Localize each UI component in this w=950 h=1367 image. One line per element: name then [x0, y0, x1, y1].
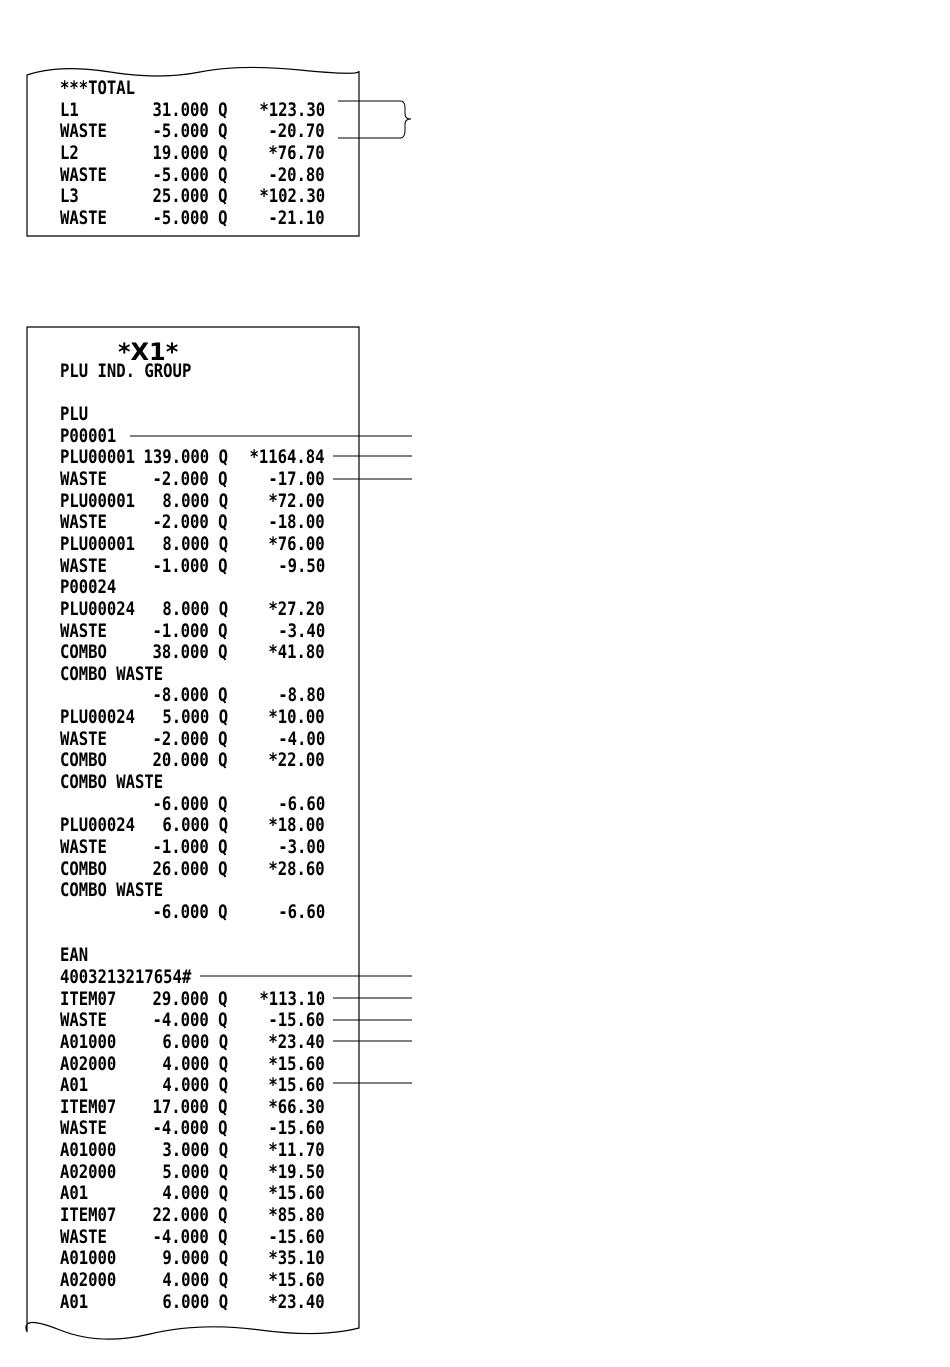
row-amount: *76.00: [268, 532, 325, 555]
row-qty: 3.000 Q: [162, 1139, 228, 1162]
receipt-row: [60, 598, 380, 620]
row-amount: *123.30: [259, 98, 325, 121]
row-qty: 5.000 Q: [162, 1160, 228, 1183]
receipt-row: [60, 490, 380, 512]
receipt-row: [60, 533, 380, 555]
row-qty: -6.000 Q: [152, 792, 228, 815]
receipt-row: [60, 468, 380, 490]
row-label: PLU00001: [60, 446, 136, 469]
receipt-row: [60, 749, 380, 771]
row-amount: *35.10: [268, 1247, 325, 1270]
row-amount: *85.80: [268, 1204, 325, 1227]
row-label: PLU00024: [60, 814, 136, 837]
row-label: PLU00024: [60, 706, 136, 729]
receipt-row: [60, 858, 380, 880]
row-amount: *10.00: [268, 706, 325, 729]
row-label: COMBO: [60, 857, 107, 880]
row-amount: *113.10: [259, 987, 325, 1010]
row-label: 4003213217654#: [60, 965, 192, 988]
row-label: WASTE: [60, 1009, 107, 1032]
receipt-row: [60, 620, 380, 642]
row-label: WASTE: [60, 467, 107, 490]
row-label: COMBO: [60, 749, 107, 772]
receipt-row: [60, 1139, 380, 1161]
row-amount: -20.70: [268, 120, 325, 143]
row-label: A01: [60, 1182, 89, 1205]
row-qty: 4.000 Q: [162, 1182, 228, 1205]
receipt-row: [60, 728, 380, 750]
row-amount: -15.60: [268, 1009, 325, 1032]
row-amount: *15.60: [268, 1182, 325, 1205]
receipt-row: [60, 966, 380, 988]
receipt-row: [60, 1182, 380, 1204]
row-label: WASTE: [60, 511, 107, 534]
row-qty: -2.000 Q: [152, 511, 228, 534]
row-label: ITEM07: [60, 1204, 117, 1227]
receipt-row: [60, 1247, 380, 1269]
row-qty: 29.000 Q: [152, 987, 228, 1010]
row-qty: 20.000 Q: [152, 749, 228, 772]
row-amount: *15.60: [268, 1074, 325, 1097]
row-qty: 4.000 Q: [162, 1269, 228, 1291]
row-amount: *15.60: [268, 1052, 325, 1075]
receipt-row: [60, 446, 380, 468]
row-qty: 8.000 Q: [162, 489, 228, 512]
row-label: WASTE: [60, 1117, 107, 1140]
x1-subtitle: PLU IND. GROUP: [60, 360, 192, 382]
row-qty: -1.000 Q: [152, 619, 228, 642]
receipt-row: [60, 207, 380, 229]
row-label: A02000: [60, 1160, 117, 1183]
row-amount: *27.20: [268, 597, 325, 620]
row-label: A01: [60, 1074, 89, 1097]
row-qty: -1.000 Q: [152, 836, 228, 858]
receipt-row: [60, 555, 380, 577]
row-amount: -4.00: [278, 727, 325, 750]
row-qty: 8.000 Q: [162, 597, 228, 620]
row-label: PLU00024: [60, 597, 136, 620]
row-amount: -17.00: [268, 467, 325, 490]
row-label: A01000: [60, 1030, 117, 1053]
receipt-row: [60, 988, 380, 1010]
row-label: WASTE: [60, 554, 107, 577]
row-amount: *41.80: [268, 641, 325, 664]
row-label: WASTE: [60, 120, 107, 143]
receipt-row: [60, 164, 380, 186]
row-label: L3: [60, 185, 79, 208]
row-amount: *102.30: [259, 185, 325, 208]
row-label: A02000: [60, 1269, 117, 1291]
row-qty: 38.000 Q: [152, 641, 228, 664]
receipt-row: [60, 1009, 380, 1031]
row-amount: -3.40: [278, 619, 325, 642]
receipt-row: [60, 1074, 380, 1096]
row-qty: -5.000 Q: [152, 163, 228, 186]
row-amount: *15.60: [268, 1269, 325, 1291]
row-qty: 6.000 Q: [162, 1290, 228, 1313]
row-amount: *23.40: [268, 1030, 325, 1053]
row-amount: -15.60: [268, 1225, 325, 1248]
row-label: PLU00001: [60, 532, 136, 555]
row-amount: -8.80: [278, 684, 325, 707]
total-receipt: [60, 77, 360, 237]
row-amount: *11.70: [268, 1139, 325, 1162]
row-qty: -4.000 Q: [152, 1225, 228, 1248]
row-qty: -1.000 Q: [152, 554, 228, 577]
row-label: WASTE: [60, 207, 107, 229]
total-title: ***TOTAL: [60, 77, 136, 99]
row-qty: -4.000 Q: [152, 1009, 228, 1032]
receipt-row: [60, 1031, 380, 1053]
receipt-row: [60, 879, 380, 901]
row-amount: *1164.84: [249, 446, 325, 469]
row-qty: -6.000 Q: [152, 900, 228, 923]
row-amount: *76.70: [268, 141, 325, 164]
receipt-row: [60, 771, 380, 793]
receipt-row: [60, 706, 380, 728]
receipt-row: [60, 142, 380, 164]
row-qty: 17.000 Q: [152, 1095, 228, 1118]
receipt-row: [60, 1053, 380, 1075]
row-qty: 6.000 Q: [162, 814, 228, 837]
receipt-row: [60, 576, 380, 598]
receipt-row: [60, 99, 380, 121]
row-label: COMBO WASTE: [60, 879, 164, 902]
row-amount: -9.50: [278, 554, 325, 577]
row-label: PLU: [60, 403, 89, 425]
row-amount: *18.00: [268, 814, 325, 837]
row-qty: 19.000 Q: [152, 141, 228, 164]
row-qty: 6.000 Q: [162, 1030, 228, 1053]
row-amount: *23.40: [268, 1290, 325, 1313]
row-label: WASTE: [60, 163, 107, 186]
row-label: A01000: [60, 1139, 117, 1162]
receipt-row: [60, 684, 380, 706]
row-label: P00024: [60, 576, 117, 599]
receipt-row: [60, 1204, 380, 1226]
receipt-row: [60, 1269, 380, 1291]
row-label: WASTE: [60, 619, 107, 642]
row-qty: 31.000 Q: [152, 98, 228, 121]
row-amount: *22.00: [268, 749, 325, 772]
row-amount: -15.60: [268, 1117, 325, 1140]
receipt-row: [60, 836, 380, 858]
receipt-row: [60, 663, 380, 685]
row-qty: 5.000 Q: [162, 706, 228, 729]
row-label: L2: [60, 141, 79, 164]
row-amount: -20.80: [268, 163, 325, 186]
row-label: A01000: [60, 1247, 117, 1270]
receipt-row: [60, 511, 380, 533]
row-label: A02000: [60, 1052, 117, 1075]
receipt-row: [60, 403, 380, 425]
row-label: ITEM07: [60, 1095, 117, 1118]
receipt-row: [60, 120, 380, 142]
receipt-row: [60, 793, 380, 815]
row-qty: -8.000 Q: [152, 684, 228, 707]
receipt-row: [60, 1226, 380, 1248]
row-qty: -2.000 Q: [152, 727, 228, 750]
row-label: COMBO: [60, 641, 107, 664]
x1-receipt: [60, 338, 360, 1328]
receipt-row: [60, 901, 380, 923]
row-label: WASTE: [60, 727, 107, 750]
receipt-row: [60, 1161, 380, 1183]
receipt-row: [60, 814, 380, 836]
receipt-row: [60, 1291, 380, 1313]
receipt-row: [60, 1096, 380, 1118]
x1-header: *X1*: [118, 338, 179, 366]
row-label: COMBO WASTE: [60, 662, 164, 685]
row-qty: 8.000 Q: [162, 532, 228, 555]
row-label: WASTE: [60, 836, 107, 858]
row-qty: 9.000 Q: [162, 1247, 228, 1270]
row-label: ITEM07: [60, 987, 117, 1010]
receipt-row: [60, 185, 380, 207]
row-label: A01: [60, 1290, 89, 1313]
row-label: WASTE: [60, 1225, 107, 1248]
row-amount: -6.60: [278, 792, 325, 815]
row-amount: *66.30: [268, 1095, 325, 1118]
row-qty: 4.000 Q: [162, 1052, 228, 1075]
row-qty: 4.000 Q: [162, 1074, 228, 1097]
receipt-row: [60, 923, 380, 945]
row-amount: *19.50: [268, 1160, 325, 1183]
row-label: EAN: [60, 944, 89, 967]
row-qty: -5.000 Q: [152, 207, 228, 229]
receipt-row: [60, 1117, 380, 1139]
row-label: P00001: [60, 424, 117, 447]
row-qty: 26.000 Q: [152, 857, 228, 880]
row-amount: -18.00: [268, 511, 325, 534]
row-qty: 139.000 Q: [143, 446, 228, 469]
row-qty: 22.000 Q: [152, 1204, 228, 1227]
row-amount: *28.60: [268, 857, 325, 880]
row-qty: 25.000 Q: [152, 185, 228, 208]
row-amount: *72.00: [268, 489, 325, 512]
row-label: L1: [60, 98, 79, 121]
row-qty: -5.000 Q: [152, 120, 228, 143]
row-amount: -6.60: [278, 900, 325, 923]
row-amount: -3.00: [278, 836, 325, 858]
row-label: PLU00001: [60, 489, 136, 512]
receipt-row: [60, 641, 380, 663]
row-amount: -21.10: [268, 207, 325, 229]
receipt-row: [60, 944, 380, 966]
receipt-row: [60, 425, 380, 447]
row-label: COMBO WASTE: [60, 771, 164, 794]
row-qty: -2.000 Q: [152, 467, 228, 490]
row-qty: -4.000 Q: [152, 1117, 228, 1140]
